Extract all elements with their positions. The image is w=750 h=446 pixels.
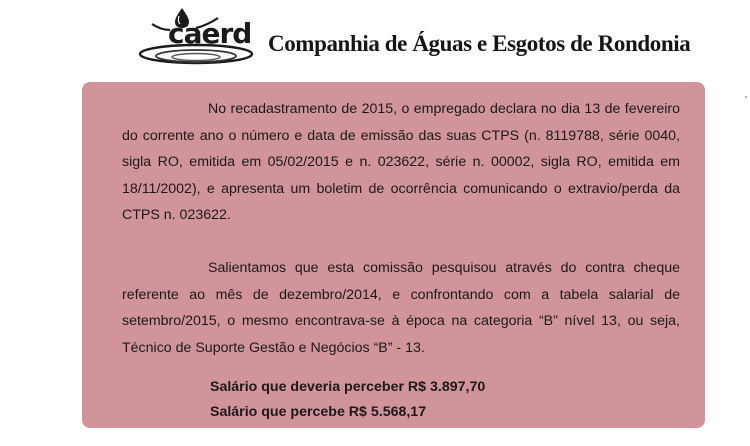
paragraph-comissao: Salientamos que esta comissão pesquisou através do contra cheque referente ao mês de dezembro/2014, e confrontando com a tabela salarial de setembro/2015, o mesmo encontrava-se à época na categoria “B” nível 13, ou seja, Técnico de Suporte Gestão e Negócios “B” - 13. <box>122 260 680 356</box>
salary-expected: Salário que deveria perceber R$ 3.897,70 <box>210 379 486 395</box>
scan-speck <box>745 96 747 98</box>
letterhead <box>0 0 750 80</box>
paragraph-recadastramento: No recadastramento de 2015, o empregado declara no dia 13 de fevereiro do corrente ano o número e data de emissão das suas CTPS (n. 8119788, série 0040, sigla RO, emitida em 05/02/2015 e n. 023622, série n. 00002, sigla RO, emitida em 18/11/2002), e apresenta um boletim de ocorrência comunicando o extravio/perda da CTPS n. 023622. <box>122 101 680 223</box>
document-body <box>122 96 680 425</box>
caerd-logo <box>138 6 264 68</box>
logo-wordmark: caerd <box>168 17 252 50</box>
company-name: Companhia de Águas e Esgotos de Rondonia <box>268 31 691 56</box>
salary-actual: Salário que percebe R$ 5.568,17 <box>210 404 427 420</box>
scan-speck <box>100 160 102 162</box>
scan-speck <box>101 343 103 345</box>
salary-summary <box>122 375 680 425</box>
